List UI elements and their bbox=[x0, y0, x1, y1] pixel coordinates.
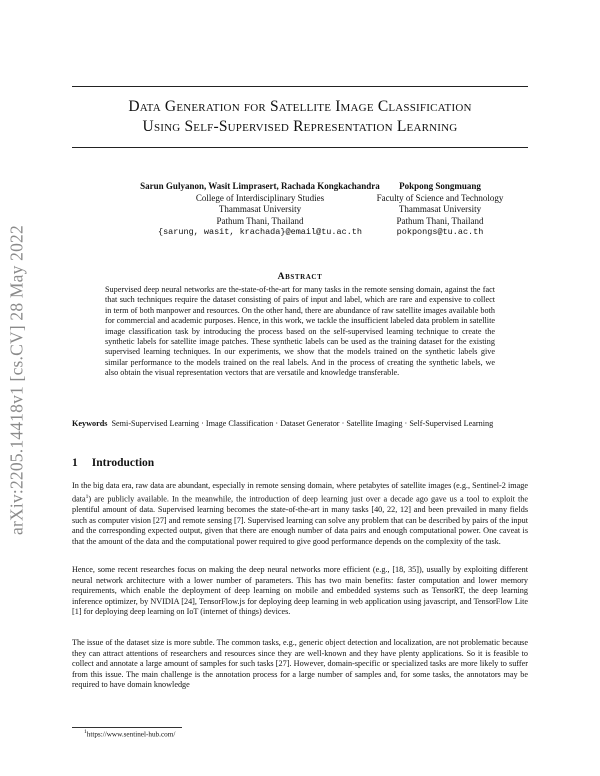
title-bottom-rule bbox=[72, 147, 528, 148]
paper-title bbox=[60, 97, 540, 137]
intro-paragraph-3: The issue of the dataset size is more subtle. The common tasks, e.g., generic object detection and localization, are not problematic because they can attract attentions of researchers and resources since they are well-known and they have plenty applications. So it is feasible to collect and annotate a large amount of samples for such tasks [27]. However, domain-specific or specialized tasks are more likely to suffer from this issue. The main challenge is the annotation process for a large number of samples and, for some tasks, the annotators may be required to have domain knowledge bbox=[72, 638, 528, 690]
author-names: Sarun Gulyanon, Wasit Limprasert, Rachada Kongkachandra bbox=[140, 181, 380, 191]
para1-text-a: In the big data era, raw data are abundant, especially in remote sensing domain, where petabytes of satellite images (e.g., Sentinel-2 image data bbox=[72, 481, 528, 504]
author-university: Thammasat University bbox=[398, 204, 482, 214]
footnote-ref[interactable]: 1 bbox=[85, 493, 89, 500]
author-location: Pathum Thani, Thailand bbox=[216, 215, 304, 226]
author-block-2 bbox=[360, 181, 520, 239]
author-email[interactable]: {sarung, wasit, krachada}@email@tu.ac.th bbox=[157, 227, 363, 237]
section-title: Introduction bbox=[91, 457, 155, 469]
footnote-mark: 1 bbox=[84, 729, 87, 735]
title-top-rule bbox=[72, 86, 528, 87]
intro-paragraph-1 bbox=[72, 481, 528, 547]
author-affiliation: College of Interdisciplinary Studies bbox=[195, 192, 325, 203]
keywords-text: Semi-Supervised Learning · Image Classification · Dataset Generator · Satellite Imaging · Self-Supervised Learning bbox=[111, 419, 494, 428]
keywords-label: Keywords bbox=[72, 419, 108, 428]
arxiv-id: arXiv:2205.14418v1 [cs.CV] 28 May 2022 bbox=[6, 225, 27, 535]
para1-text-b: ) are publicly available. In the meanwhile, the introduction of deep learning just over a decade ago gave us a tool to exploit the plentiful amount of data. Supervised learning becomes the state-of-the-art in many tasks [40, 22, 12] and been prevailed in many fields such as computer vision [27] and remote sensing [7]. Supervised learning can solve any problem that can be described by pairs of the input and the corresponding expected output, given that there are enough number of data pairs and enough computational power. One caveat is that the amount of the data and the computational power required to give good performance depends on the complexity of the task. bbox=[72, 494, 528, 546]
author-names: Pokpong Songmuang bbox=[399, 181, 481, 191]
arxiv-watermark bbox=[2, 200, 32, 560]
author-email[interactable]: pokpongs@tu.ac.th bbox=[396, 227, 484, 237]
title-line-2: Using Self-Supervised Representation Learning bbox=[142, 118, 458, 135]
footnote bbox=[84, 729, 175, 738]
footnote-link[interactable]: https://www.sentinel-hub.com/ bbox=[86, 730, 176, 739]
intro-paragraph-2: Hence, some recent researches focus on making the deep neural networks more efficient (e.g., [18, 35]), usually by exploiting different neural network architecture with a lower number of parameters. This has two main benefits: faster computation and lower memory requirements, which enable the deployment of deep learning on mobile and embedded systems such as TensorRT, the deep learning inference optimizer, by NVIDIA [24], TensorFlow.js for deploying deep learning in web application using javascript, and TensorFlow Lite [1] for deploying deep learning on IoT (internet of things) devices. bbox=[72, 565, 528, 617]
section-number: 1 bbox=[72, 457, 78, 469]
abstract-heading: Abstract bbox=[277, 272, 323, 282]
author-block-1 bbox=[140, 181, 380, 239]
abstract-text: Supervised deep neural networks are the-state-of-the-art for many tasks in the remote sensing domain, against the fact that such techniques require the dataset consisting of pairs of input and label, which are rare and expensive to collect in term of both manpower and resources. On the other hand, there are abundance of raw satellite images available both for commercial and academic purposes. Hence, in this work, we tackle the insufficient labeled data problem in satellite image classification task by introducing the process based on the self-supervised learning technique to create the synthetic labels for satellite image patches. These synthetic labels can be used as the training dataset for the existing supervised learning techniques. In our experiments, we show that the models trained on the synthetic labels give similar performance to the models trained on the real labels. And in the process of creating the synthetic labels, we also obtain the visual representation vectors that are versatile and knowledge transferable. bbox=[105, 285, 495, 378]
section-heading bbox=[72, 457, 154, 469]
keywords bbox=[72, 419, 528, 429]
author-affiliation: Faculty of Science and Technology bbox=[376, 192, 504, 203]
author-location: Pathum Thani, Thailand bbox=[396, 215, 484, 226]
title-line-1: Data Generation for Satellite Image Classification bbox=[128, 98, 472, 115]
footnote-rule bbox=[72, 727, 182, 728]
author-university: Thammasat University bbox=[218, 204, 302, 214]
